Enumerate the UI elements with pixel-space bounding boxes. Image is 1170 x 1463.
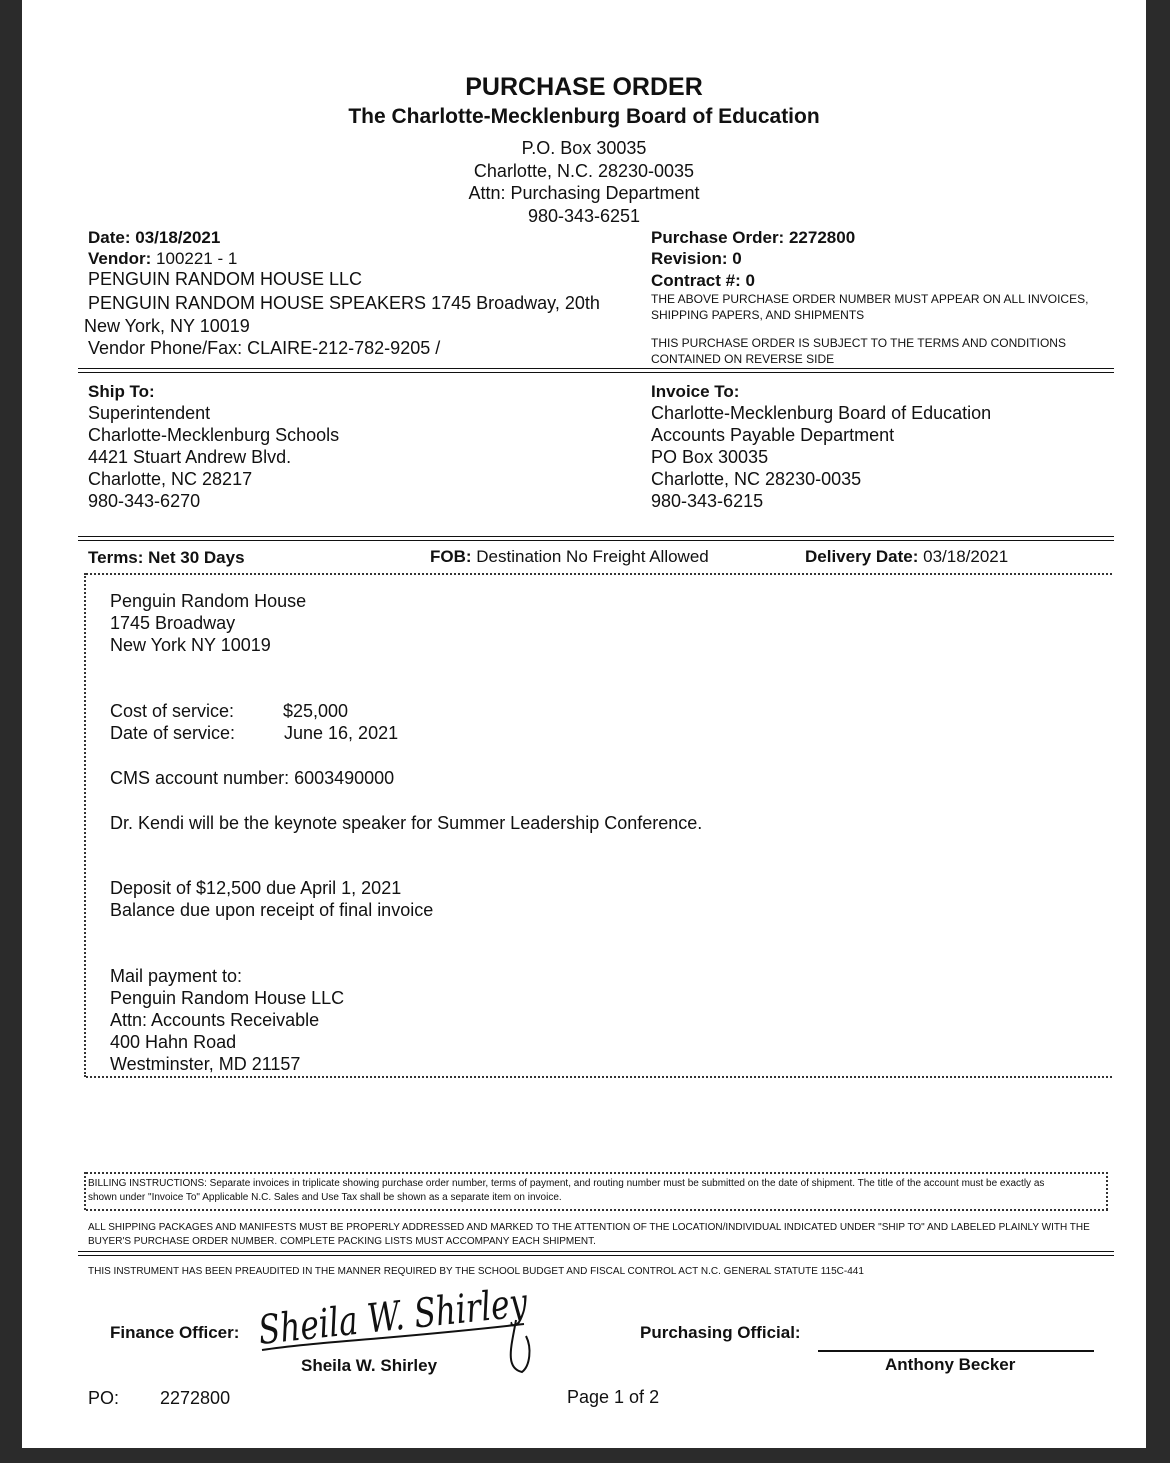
order-description: Dr. Kendi will be the keynote speaker for Summer Leadership Conference. [110,813,703,833]
contract-row [651,270,755,292]
delivery-date-label: Delivery Date: [805,547,919,566]
footer-po-label: PO: [88,1388,120,1408]
fob-label: FOB: [430,547,472,566]
billing-border-left [84,1172,86,1210]
invoice-to-line: 980-343-6215 [651,491,764,511]
invoice-to-line: PO Box 30035 [651,447,769,467]
mail-line: Penguin Random House LLC [110,988,345,1008]
vendor-name: PENGUIN RANDOM HOUSE LLC [88,269,363,289]
org-address-2: Charlotte, N.C. 28230-0035 [473,161,695,181]
footer-po-value: 2272800 [160,1388,231,1408]
ship-to-line: 980-343-6270 [88,491,201,511]
signature-line [818,1350,1094,1352]
date-row [88,227,220,249]
invoice-to-line: Charlotte-Mecklenburg Board of Education [651,403,992,423]
org-phone: 980-343-6251 [527,206,641,226]
divider-line [78,368,1114,369]
ship-to-line: Charlotte-Mecklenburg Schools [88,425,340,445]
divider-line [78,540,1114,541]
ship-to-label: Ship To: [88,382,155,401]
ship-to-line: Charlotte, NC 28217 [88,469,253,489]
ship-to-address [88,402,339,512]
invoice-to-line: Charlotte, NC 28230-0035 [651,469,862,489]
po-notice: THE ABOVE PURCHASE ORDER NUMBER MUST APPEAR ON ALL INVOICES, SHIPPING PAPERS, AND SHIPMENTS [651,292,1089,322]
mail-line: Attn: Accounts Receivable [110,1010,320,1030]
body-border-left [84,573,86,1077]
purchase-order-page [22,0,1146,1448]
billing-border-right [1106,1172,1108,1210]
shipping-instructions: ALL SHIPPING PACKAGES AND MANIFESTS MUST BE PROPERLY ADDRESSED AND MARKED TO THE ATTENTION OF THE LOCATION/INDIVIDUAL INDICATED UNDER "SHIP TO" AND LABELED PLAINLY WITH THE BUYER'S PURCHASE ORDER NUMBER. COMPLETE PACKING LISTS MUST ACCOMPANY EACH SHIPMENT. [88,1222,1090,1247]
contract-value: 0 [745,271,755,290]
billing-border-top [86,1172,1108,1174]
purchasing-official-label: Purchasing Official: [640,1323,801,1342]
delivery-date-row [805,546,1008,568]
balance-note: Balance due upon receipt of final invoice [110,900,434,920]
body-border-bottom [86,1076,1112,1078]
terms-notice: THIS PURCHASE ORDER IS SUBJECT TO THE TERMS AND CONDITIONS CONTAINED ON REVERSE SIDE [651,336,1066,366]
contract-label: Contract #: [651,271,741,290]
date-value: 03/18/2021 [135,228,221,247]
account-number: CMS account number: 6003490000 [110,768,395,788]
organization-name: The Charlotte-Mecklenburg Board of Education [348,105,820,128]
revision-row [651,248,742,270]
deposit-note: Deposit of $12,500 due April 1, 2021 [110,878,402,898]
payee-address [110,590,306,656]
signature-text: Sheila W. Shirley [256,1272,602,1354]
ship-to-line: Superintendent [88,403,211,423]
mail-line: Westminster, MD 21157 [110,1054,301,1074]
page-number: Page 1 of 2 [567,1387,660,1407]
service-date-label: Date of service: [110,723,236,743]
invoice-to-line: Accounts Payable Department [651,425,895,445]
po-number-label: Purchase Order: [651,228,785,247]
ship-to-line: 4421 Stuart Andrew Blvd. [88,447,292,467]
delivery-date-value: 03/18/2021 [923,547,1009,566]
revision-label: Revision: [651,249,728,268]
org-address-1: P.O. Box 30035 [521,138,647,158]
po-number-value: 2272800 [788,228,856,247]
divider-line [78,372,1114,373]
billing-instructions: BILLING INSTRUCTIONS: Separate invoices in triplicate showing purchase order number, terms of payment, and routing number must be submitted on the date of shipment. The title of the account must be exactly as shown under "Invoice To" Applicable N.C. Sales and Use Tax shall be shown as a separate item on invoice. [88,1178,1045,1203]
invoice-to-address [651,402,991,512]
org-address-3: Attn: Purchasing Department [468,183,700,203]
document-title: PURCHASE ORDER [465,73,703,101]
vendor-value: 100221 - 1 [156,249,238,268]
cost-value: $25,000 [283,701,349,721]
service-date-value: June 16, 2021 [284,723,399,743]
divider-line [78,1251,1114,1252]
divider-line [78,536,1114,537]
date-label: Date: [88,228,131,247]
cost-label: Cost of service: [110,701,235,721]
mail-line: Mail payment to: [110,966,243,986]
vendor-row [88,248,237,270]
payee-line: 1745 Broadway [110,613,236,633]
payee-line: New York NY 10019 [110,635,271,655]
payee-line: Penguin Random House [110,591,307,611]
billing-border-bottom [86,1209,1108,1211]
vendor-label: Vendor: [88,249,152,268]
mail-line: 400 Hahn Road [110,1032,237,1052]
divider-line [78,1255,1114,1256]
fob-row [430,546,709,568]
finance-officer-name: Sheila W. Shirley [301,1356,438,1375]
vendor-phone: Vendor Phone/Fax: CLAIRE-212-782-9205 / [88,338,441,358]
vendor-city: New York, NY 10019 [84,316,250,336]
finance-officer-label: Finance Officer: [110,1323,240,1342]
body-border-top [86,573,1112,575]
purchasing-official-name: Anthony Becker [885,1355,1016,1374]
terms: Terms: Net 30 Days [88,548,245,567]
fob-value: Destination No Freight Allowed [476,547,709,566]
po-number-row [651,227,855,249]
vendor-address: PENGUIN RANDOM HOUSE SPEAKERS 1745 Broadway, 20th [88,293,600,313]
mail-payment [110,965,344,1075]
preaudit-statement: THIS INSTRUMENT HAS BEEN PREAUDITED IN THE MANNER REQUIRED BY THE SCHOOL BUDGET AND FISCAL CONTROL ACT N.C. GENERAL STATUTE 115C-441 [88,1266,864,1277]
invoice-to-label: Invoice To: [651,382,740,401]
revision-value: 0 [732,249,742,268]
signature-stroke [511,1320,530,1372]
